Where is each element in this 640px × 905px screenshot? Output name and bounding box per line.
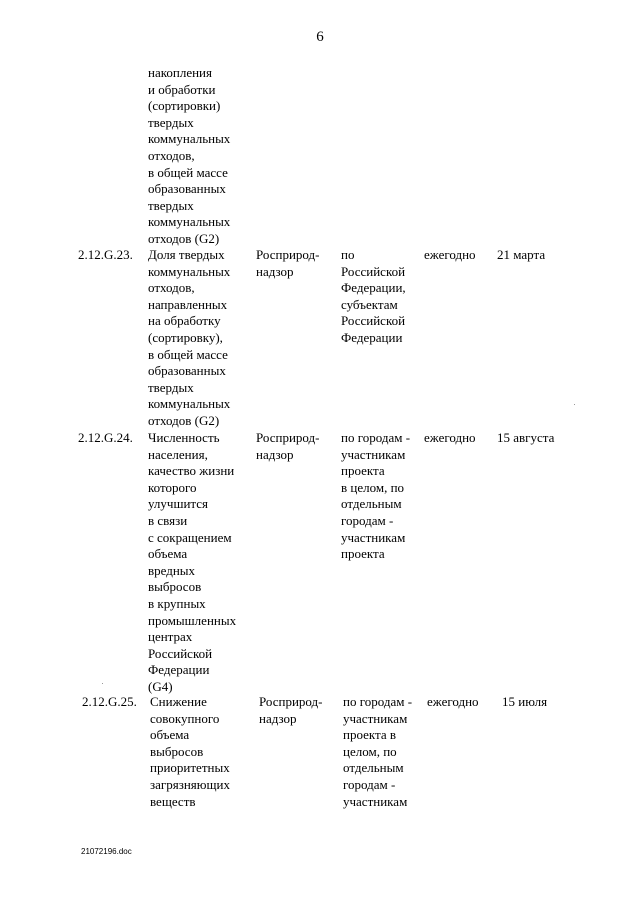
responsible-agency: Росприрод- надзор xyxy=(259,694,323,726)
scan-speck xyxy=(102,683,103,684)
page-number: 6 xyxy=(316,29,324,45)
frequency: ежегодно xyxy=(424,247,476,262)
frequency: ежегодно xyxy=(427,694,479,709)
deadline: 15 августа xyxy=(497,430,555,445)
row-code: 2.12.G.23. xyxy=(78,247,133,262)
frequency: ежегодно xyxy=(424,430,476,445)
aggregation-level: по Российской Федерации, субъектам Российской Федерации xyxy=(341,247,406,345)
row-code: 2.12.G.25. xyxy=(82,694,137,709)
indicator-name: Снижение совокупного объема выбросов приоритетных загрязняющих веществ xyxy=(150,694,230,809)
document-filename: 21072196.doc xyxy=(81,847,132,856)
aggregation-level: по городам - участникам проекта в целом, по отдельным городам - участникам проекта xyxy=(341,430,411,562)
responsible-agency: Росприрод- надзор xyxy=(256,247,320,279)
continuation-indicator-name: накопления и обработки (сортировки) твердых коммунальных отходов, в общей массе образованных твердых коммунальных отходов (G2) xyxy=(148,65,231,246)
scan-speck xyxy=(574,404,575,405)
deadline: 15 июля xyxy=(502,694,548,709)
indicator-name: Численность населения, качество жизни которого улучшится в связи с сокращением объема вредных выбросов в крупных промышленных центрах Российской Федерации (G4) xyxy=(148,430,237,694)
indicator-name: Доля твердых коммунальных отходов, направленных на обработку (сортировку), в общей массе образованных твердых коммунальных отходов (G2) xyxy=(148,247,231,428)
aggregation-level: по городам - участникам проекта в целом, по отдельным городам - участникам xyxy=(343,694,413,809)
responsible-agency: Росприрод- надзор xyxy=(256,430,320,462)
row-code: 2.12.G.24. xyxy=(78,430,133,445)
deadline: 21 марта xyxy=(497,247,546,262)
